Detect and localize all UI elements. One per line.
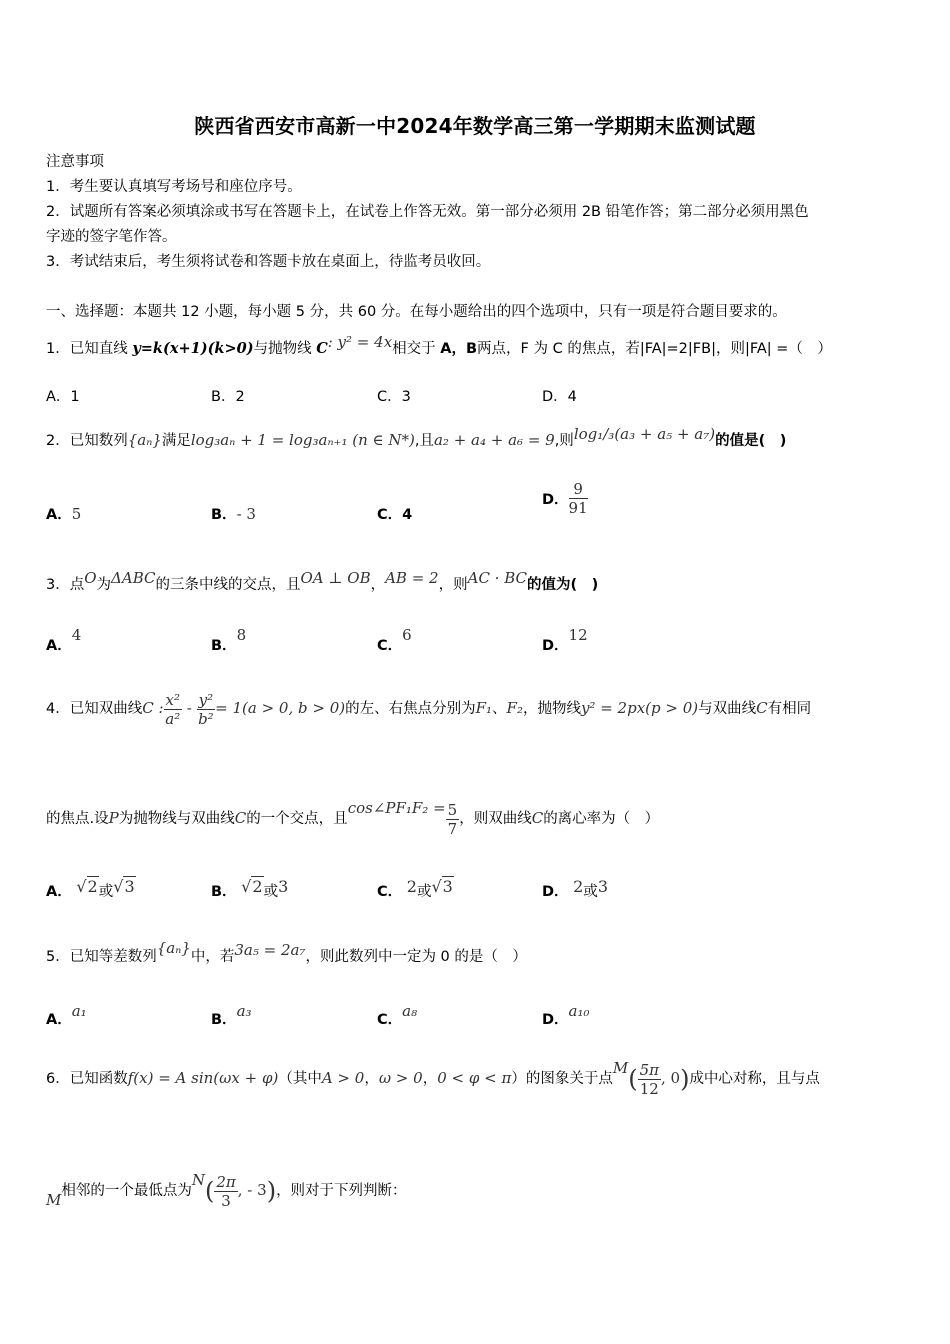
q3-option-a-label: A． xyxy=(46,638,72,654)
q4-F2: F₂ xyxy=(506,699,523,717)
q4-option-b-v1: √2 xyxy=(241,877,263,896)
q6-mid2: ）的图象关于点 xyxy=(511,1071,613,1087)
q5-mid1: 中，若 xyxy=(190,949,235,965)
q2-seq: {aₙ} xyxy=(127,431,162,449)
q4-option-b-or: 或 xyxy=(263,884,279,900)
q4-option-a-v2: √3 xyxy=(113,877,135,896)
q3-perp: OA ⊥ OB xyxy=(300,569,371,587)
q4-option-c-or: 或 xyxy=(416,884,432,900)
q4-option-a xyxy=(46,877,136,901)
q4-x2: x² xyxy=(165,690,181,709)
q5-option-c-value: a₈ xyxy=(402,1002,418,1020)
q4-option-c xyxy=(377,877,454,901)
notice-item-1: 1．考生要认真填写考场号和座位序号。 xyxy=(46,179,302,195)
q4-option-d-label: D． xyxy=(542,884,569,900)
q6-N-rest: , - 3 xyxy=(237,1181,267,1199)
question-3 xyxy=(46,569,599,595)
q4-P: P xyxy=(108,809,119,827)
q4-y2: y² xyxy=(198,690,214,709)
q5-option-b-value: a₃ xyxy=(236,1002,252,1020)
q5-option-c-label: C． xyxy=(377,1012,403,1028)
q5-option-d-label: D． xyxy=(542,1012,569,1028)
q2-option-c-label: C． xyxy=(377,507,403,523)
notice-item-2: 2．试题所有答案必须填涂或书写在答题卡上，在试卷上作答无效。第一部分必须用 2B 铅笔作答；第二部分必须用黑色 xyxy=(46,204,809,220)
q1-option-a: A．1 xyxy=(46,389,80,405)
q4-frac-x xyxy=(164,691,182,728)
q5-tail: ，则此数列中一定为 0 的是（ ） xyxy=(305,949,527,965)
q4-option-b-v2: 3 xyxy=(278,877,289,896)
question-5 xyxy=(46,939,527,967)
q6-M-frac xyxy=(638,1061,661,1098)
page-title: 陕西省西安市高新一中2024年数学高三第一学期期末监测试题 xyxy=(194,114,756,138)
q4-mid2: ，抛物线 xyxy=(522,701,581,717)
question-4-cont xyxy=(46,796,659,841)
q3-option-b-value: 8 xyxy=(236,626,247,644)
q5-option-b xyxy=(211,1002,252,1029)
q4-hyp-C: C : xyxy=(142,699,164,717)
q3-p2: 为 xyxy=(96,577,112,593)
q4-a2: a² xyxy=(165,709,181,728)
q4-l2b: 为抛物线与双曲线 xyxy=(118,811,235,827)
q6-comma1: ， xyxy=(364,1071,379,1087)
q2-mid3: ,则 xyxy=(554,433,574,449)
q4-l2a: 的焦点.设 xyxy=(46,811,109,827)
question-6: 6．已知函数f(x) = A sin(ωx + φ)（其中A > 0，ω > 0，0 < φ < π）的图象关于点M( $\frac{5\pi}{12}$ , 0)成中心对称，且与点 xyxy=(46,1059,820,1098)
q3-option-b xyxy=(211,626,247,655)
q5-option-a-value: a₁ xyxy=(71,1002,87,1020)
q2-option-b xyxy=(211,503,256,524)
q5-option-c xyxy=(377,1002,418,1029)
q4-C3: C xyxy=(531,809,544,827)
q2-option-d-label: D． xyxy=(542,492,569,508)
q6-M-rest: , 0 xyxy=(660,1069,681,1087)
q4-option-d-or: 或 xyxy=(583,884,598,900)
q3-option-c-value: 6 xyxy=(402,626,412,644)
q2-mid2: ,且 xyxy=(414,433,434,449)
q2-sum: a₂ + a₄ + a₆ = 9 xyxy=(433,431,555,449)
q1-option-c: C．3 xyxy=(377,389,411,405)
notice-heading: 注意事项 xyxy=(46,154,104,170)
q3-option-d-label: D． xyxy=(542,638,569,654)
q3-dot: AC · BC xyxy=(467,569,528,587)
q4-option-a-or: 或 xyxy=(98,884,114,900)
q6-M2: M xyxy=(46,1191,62,1209)
q2-tail: 的值是( ) xyxy=(715,433,787,449)
q6-c1: A > 0 xyxy=(321,1069,365,1087)
q5-option-d-value: a₁₀ xyxy=(568,1002,590,1020)
q4-b2: b² xyxy=(198,709,214,728)
q4-option-d xyxy=(542,877,609,901)
q6-comma2: ， xyxy=(422,1071,438,1087)
q2-option-d-num: 9 xyxy=(569,480,588,499)
q4-option-b xyxy=(211,877,289,901)
q6-M-den: 12 xyxy=(639,1079,659,1098)
q1-option-b: B．2 xyxy=(211,389,245,405)
q2-option-b-label: B． xyxy=(211,507,237,523)
q6-tail1: 成中心对称，且与点 xyxy=(689,1071,820,1087)
q2-cond: log₃aₙ + 1 = log₃aₙ₊₁ (n ∈ N*) xyxy=(190,431,415,449)
q3-p5: ，则 xyxy=(438,577,468,593)
q6-M-num: 5π xyxy=(639,1060,659,1079)
q2-option-b-value: - 3 xyxy=(236,505,256,523)
q1-mid2: 相交于 xyxy=(392,341,441,357)
q2-prefix: 2．已知数列 xyxy=(46,433,128,449)
q4-l2e: 的离心率为（ ） xyxy=(543,811,660,827)
q2-option-d-fraction xyxy=(569,480,588,517)
q6-N-den: 3 xyxy=(221,1191,231,1210)
q6-l2b: ，则对于下列判断： xyxy=(276,1183,407,1199)
notice-item-2-cont: 字迹的签字笔作答。 xyxy=(46,229,177,245)
q6-N: N xyxy=(191,1171,205,1189)
q2-option-c-value: 4 xyxy=(402,507,413,523)
q4-mid1: 的左、右焦点分别为 xyxy=(345,701,476,717)
q4-l2c: 的一个交点，且 xyxy=(246,811,348,827)
q6-func: f(x) = A sin(ωx + φ) xyxy=(127,1069,279,1087)
question-2 xyxy=(46,425,787,451)
q4-C: C xyxy=(756,699,768,717)
q1-parabola: : y² = 4x xyxy=(327,333,393,351)
q4-C2: C xyxy=(234,809,247,827)
q6-N-num: 2π xyxy=(216,1172,236,1191)
q2-option-d-den: 91 xyxy=(568,499,588,517)
q4-cos: cos∠PF₁F₂ = xyxy=(347,799,446,817)
q2-option-a xyxy=(46,503,81,524)
q1-prefix: 1．已知直线 xyxy=(46,341,133,357)
q4-option-c-label: C． xyxy=(377,884,403,900)
q3-option-c xyxy=(377,626,412,655)
q3-p4: ， xyxy=(370,577,386,593)
q6-l2a: 相邻的一个最低点为 xyxy=(61,1183,192,1199)
q1-line-eq: y=k(x+1)(k>0) xyxy=(132,340,254,357)
q2-option-c xyxy=(377,503,412,524)
q2-option-d xyxy=(542,480,588,517)
q4-cos-den: 7 xyxy=(447,819,458,838)
q6-prefix: 6．已知函数 xyxy=(46,1071,128,1087)
q5-option-d xyxy=(542,1002,590,1029)
q4-eq-rest: = 1(a > 0, b > 0) xyxy=(215,699,346,717)
q1-AB: A，B xyxy=(440,341,478,357)
q2-expr: log₁/₃(a₃ + a₅ + a₇) xyxy=(573,425,716,443)
q3-p6: 的值为( ) xyxy=(527,577,599,593)
q4-option-c-v2: √3 xyxy=(431,877,453,896)
q2-option-a-value: 5 xyxy=(71,505,82,523)
q3-O: O xyxy=(84,569,97,587)
q5-option-a-label: A． xyxy=(46,1012,72,1028)
q3-p3: 的三条中线的交点，且 xyxy=(155,577,301,593)
q6-N-frac xyxy=(214,1173,237,1210)
q4-option-d-v1: 2 xyxy=(573,877,584,896)
q6-c3: 0 < φ < π xyxy=(437,1069,512,1087)
q5-option-b-label: B． xyxy=(211,1012,237,1028)
q4-F1: F₁ xyxy=(475,699,493,717)
notice-item-3: 3．考试结束后，考生须将试卷和答题卡放在桌面上，待监考员收回。 xyxy=(46,254,491,270)
q4-option-c-v1: 2 xyxy=(406,877,417,896)
q4-sep: 、 xyxy=(492,701,507,717)
q5-seq: {aₙ} xyxy=(156,939,191,957)
q3-option-c-label: C． xyxy=(377,638,403,654)
q5-cond: 3a₅ = 2a₇ xyxy=(234,941,306,959)
q3-option-d xyxy=(542,626,588,655)
q4-l2d: ，则双曲线 xyxy=(459,811,532,827)
q3-p1: 3．点 xyxy=(46,577,85,593)
q2-option-a-label: A． xyxy=(46,507,72,523)
q1-C: C xyxy=(316,340,328,357)
q4-tail1: 有相同 xyxy=(767,701,812,717)
q4-frac-y xyxy=(197,691,216,728)
question-6-cont: M相邻的一个最低点为N( $\frac{2\pi}{3}$ , - 3)，则对于下列判断： xyxy=(46,1171,407,1210)
q4-option-d-v2: 3 xyxy=(597,877,609,896)
q4-option-b-label: B． xyxy=(211,884,237,900)
q3-option-a-value: 4 xyxy=(71,626,82,644)
q2-mid1: 满足 xyxy=(161,433,191,449)
q4-mid3: 与双曲线 xyxy=(698,701,757,717)
question-1 xyxy=(46,333,832,359)
q4-option-a-label: A． xyxy=(46,884,72,900)
q4-cos-frac xyxy=(446,801,460,838)
q4-option-a-v1: √2 xyxy=(76,877,98,896)
q5-prefix: 5．已知等差数列 xyxy=(46,949,157,965)
q5-option-a xyxy=(46,1002,87,1029)
q6-c2: ω > 0 xyxy=(378,1069,423,1087)
q1-mid1: 与抛物线 xyxy=(253,341,317,357)
q6-mid1: （其中 xyxy=(278,1071,322,1087)
q3-triangle: ΔABC xyxy=(111,569,156,587)
q3-option-a xyxy=(46,626,82,655)
q3-option-b-label: B． xyxy=(211,638,237,654)
question-4: 4．已知双曲线C : $\frac{\text{x²}}{\text{a²}}$ - $\frac{\text{y²}}{\text{b²}}$ = 1(a > 0, b > 0)的左、右焦点分别为F₁、F₂，抛物线y² = 2px(p > 0)与双曲线C有相同 xyxy=(46,690,812,728)
q4-parabola: y² = 2px(p > 0) xyxy=(580,699,699,717)
q4-prefix: 4．已知双曲线 xyxy=(46,701,143,717)
section-heading: 一、选择题：本题共 12 小题，每小题 5 分，共 60 分。在每小题给出的四个选项中，只有一项是符合题目要求的。 xyxy=(46,304,787,320)
q4-cos-num: 5 xyxy=(447,800,458,819)
q3-ab: AB = 2 xyxy=(385,569,439,587)
q3-option-d-value: 12 xyxy=(568,626,588,644)
q6-M: M xyxy=(612,1059,629,1077)
q1-option-d: D．4 xyxy=(542,389,577,405)
q1-tail: 两点，F 为 C 的焦点，若|FA|=2|FB|，则|FA| =（ ） xyxy=(477,341,832,357)
